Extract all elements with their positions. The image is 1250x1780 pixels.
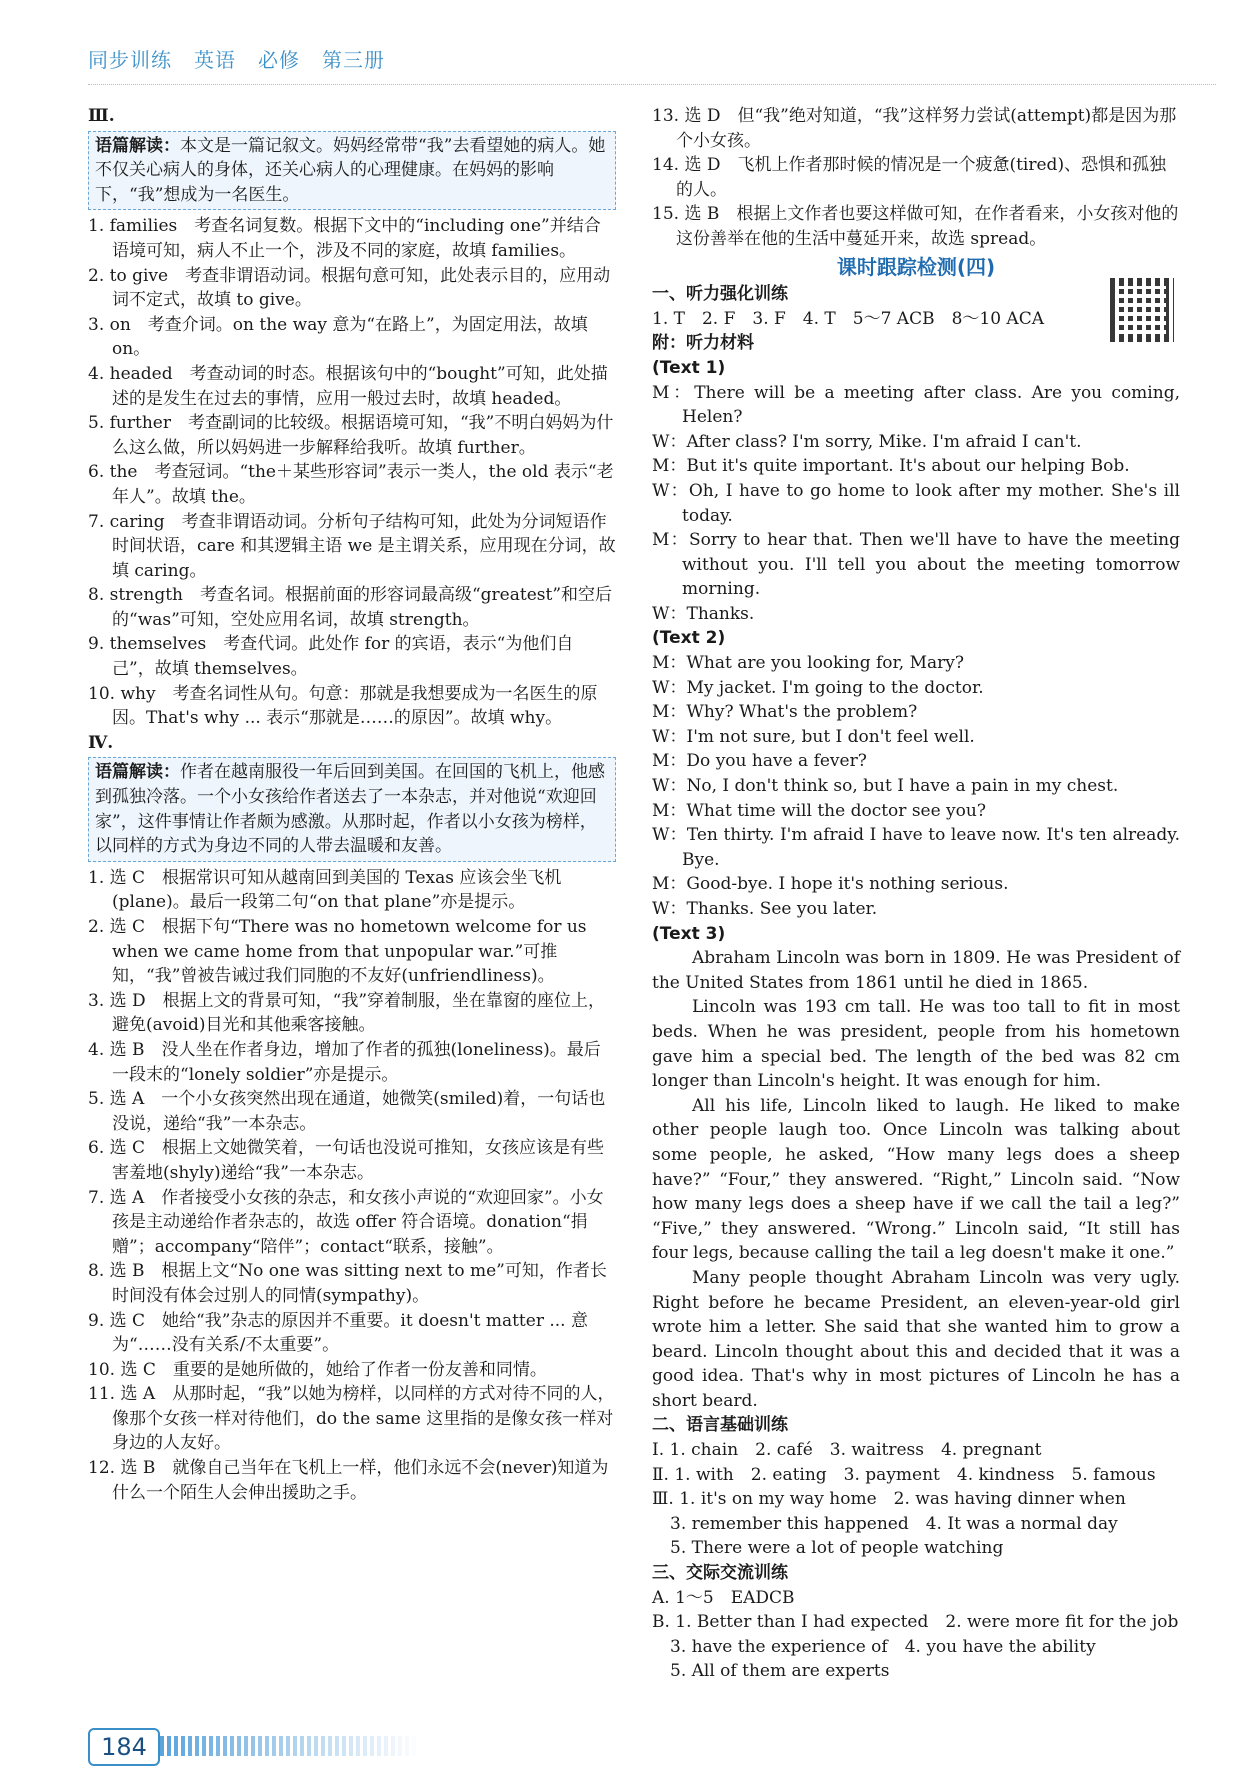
utterance: After class? I'm sorry, Mike. I'm afraid I can't.: [686, 431, 1082, 452]
answer-item: 3. 选 D 根据上文的背景可知，“我”穿着制服，坐在靠窗的座位上，避免(avoid)目光和其他乘客接触。: [88, 990, 606, 1036]
right-column: [652, 104, 1180, 1684]
book-header: [88, 44, 407, 73]
section-4-answers-continued: [652, 104, 1180, 252]
utterance: Sorry to hear that. Then we'll have to have the meeting without you. I'll tell you about the meeting tomorrow morning.: [682, 530, 1180, 600]
answer-line: 5. There were a lot of people watching: [670, 1538, 1004, 1559]
dialog-2: [652, 651, 1180, 922]
answer-item: 8. strength 考查名词。根据前面的形容词最高级“greatest”和空后的“was”可知，空处应用名词，故填 strength。: [88, 585, 613, 630]
answer-item: 3. on 考查介词。on the way 意为“在路上”，为固定用法，故填 on。: [88, 314, 588, 360]
answer-item: 1. families 考查名词复数。根据下文中的“including one”并结合语境可知，病人不止一个，涉及不同的家庭，故填 families。: [88, 216, 601, 261]
speaker: W：: [652, 726, 687, 747]
dialog-line: [652, 725, 1180, 750]
dialog-line: [652, 749, 1180, 774]
speaker: W：: [652, 480, 689, 501]
answer-line: Ⅲ. 1. it's on my way home 2. was having dinner when: [652, 1489, 1126, 1510]
answer-line: Ⅰ. 1. chain 2. café 3. waitress 4. pregnant: [652, 1440, 1042, 1461]
dialog-line: [652, 430, 1180, 455]
utterance: Thanks. See you later.: [686, 899, 878, 919]
answer-item: 2. to give 考查非谓语动词。根据句意可知，此处表示目的，应用动词不定式，故填 to give。: [88, 265, 611, 311]
text-3-label: (Text 3): [652, 923, 726, 944]
left-column: [88, 104, 616, 1505]
answer-item: 10. 选 C 重要的是她所做的，她给了作者一份友善和同情。: [88, 1359, 547, 1380]
speaker: W：: [652, 899, 687, 919]
utterance: Ten thirty. I'm afraid I have to leave now. It's ten already. Bye.: [682, 825, 1180, 870]
utterance: What are you looking for, Mary?: [686, 653, 964, 674]
speaker: W：: [652, 603, 687, 624]
speaker: M：: [652, 382, 695, 403]
communication-heading: 三、交际交流训练: [652, 1563, 788, 1584]
dialog-line: [652, 651, 1180, 676]
dialog-line: [652, 479, 1180, 528]
dialog-line: [652, 774, 1180, 799]
dialog-1: [652, 381, 1180, 627]
utterance: But it's quite important. It's about our helping Bob.: [686, 456, 1130, 477]
speaker: M：: [652, 751, 687, 772]
utterance: Thanks.: [686, 603, 755, 624]
utterance: Why? What's the problem?: [686, 702, 918, 723]
answer-line: Ⅱ. 1. with 2. eating 3. payment 4. kindness 5. famous: [652, 1464, 1156, 1485]
answer-item: 2. 选 C 根据下句“There was no hometown welcome for us when we came home from that unpopular war.”可推知，“我”曾被告诫过我们同胞的不友好(unfriendliness)。: [88, 917, 587, 987]
section-3-answers: [88, 214, 616, 730]
answer-item: 8. 选 B 根据上文“No one was sitting next to me”可知，作者长时间没有体会过别人的同情(sympathy)。: [88, 1261, 607, 1306]
header-volume: 第三册: [322, 48, 385, 72]
listening-heading: 一、听力强化训练: [652, 284, 788, 305]
dialog-line: [652, 823, 1180, 872]
answer-item: 15. 选 B 根据上文作者也要这样做可知，在作者看来，小女孩对他的这份善举在他的生活中蔓延开来，故选 spread。: [652, 204, 1179, 249]
speaker: M：: [652, 702, 687, 723]
answer-item: 12. 选 B 就像自己当年在飞机上一样，他们永远不会(never)知道为什么一个陌生人会伸出援助之手。: [88, 1458, 609, 1503]
answer-item: 7. 选 A 作者接受小女孩的杂志，和女孩小声说的“欢迎回家”。小女孩是主动递给作者杂志的，故选 offer 符合语境。donation“捐赠”；accompany“陪伴”；contact“联系，接触”。: [88, 1187, 604, 1257]
passage-paragraph: Lincoln was 193 cm tall. He was too tall to fit in most beds. When he was president, people from his hometown gave him a special bed. The length of the bed was 82 cm longer than Lincoln's height. It was enough for him.: [652, 997, 1180, 1092]
answer-item: 1. 选 C 根据常识可知从越南回到美国的 Texas 应该会坐飞机(plane)。最后一段第二句“on that plane”亦是提示。: [88, 867, 562, 913]
dialog-line: [652, 676, 1180, 701]
dialog-line: [652, 602, 1180, 627]
speaker: M：: [652, 800, 687, 821]
speaker: M：: [652, 874, 687, 895]
passage-paragraph: Many people thought Abraham Lincoln was very ugly. Right before he became President, an eleven-year-old girl wrote him a letter. She said that she wanted him to grow a beard. Lincoln thought about this and decided that it was a good idea. That's why in most pictures of Lincoln he has a short beard.: [652, 1267, 1180, 1411]
dialog-line: [652, 799, 1180, 824]
dialog-line: [652, 700, 1180, 725]
page-number: 184: [88, 1728, 160, 1766]
dialog-line: [652, 454, 1180, 479]
utterance: What time will the doctor see you?: [686, 800, 986, 821]
answer-item: 6. the 考查冠词。“the＋某些形容词”表示一类人，the old 表示“老年人”。故填 the。: [88, 462, 614, 507]
text-1-label: (Text 1): [652, 357, 726, 378]
listening-material-label: 附：听力材料: [652, 333, 754, 354]
speaker: M：: [652, 456, 687, 477]
dialog-line: [652, 381, 1180, 430]
header-subject: 英语: [194, 48, 236, 72]
answer-item: 4. 选 B 没人坐在作者身边，增加了作者的孤独(loneliness)。最后一段末的“lonely soldier”亦是提示。: [88, 1039, 601, 1085]
answer-item: 10. why 考查名词性从句。句意：那就是我想要成为一名医生的原因。That's why ... 表示“那就是……的原因”。故填 why。: [88, 683, 598, 729]
header-series: 同步训练: [88, 48, 172, 72]
answer-item: 6. 选 C 根据上文她微笑着，一句话也没说可推知，女孩应该是有些害羞地(shyly)递给“我”一本杂志。: [88, 1138, 605, 1183]
passage-paragraph: All his life, Lincoln liked to laugh. He liked to make other people laugh too. Once Lincoln was talking about some people, he asked, “How many legs does a sheep have?” “Four,” they answered. “Right,” Lincoln said. “Now how many legs does a sheep have if we call the tail a leg?” “Five,” they answered. “Wrong.” Lincoln said, “It still has four legs, because calling the tail a leg doesn't make it one.”: [652, 1095, 1180, 1264]
section-3-passage-analysis: 语篇解读：本文是一篇记叙文。妈妈经常带“我”去看望她的病人。她不仅关心病人的身体，还关心病人的心理健康。在妈妈的影响下，“我”想成为一名医生。: [88, 131, 616, 211]
answer-line: B. 1. Better than I had expected 2. were more fit for the job: [652, 1612, 1179, 1633]
utterance: Oh, I have to go home to look after my mother. She's ill today.: [682, 480, 1180, 526]
answer-line: 3. remember this happened 4. It was a normal day: [670, 1513, 1118, 1534]
utterance: Good-bye. I hope it's nothing serious.: [686, 874, 1009, 895]
answer-line: A. 1～5 EADCB: [652, 1587, 795, 1608]
header-divider: [88, 84, 1216, 85]
language-heading: 二、语言基础训练: [652, 1415, 788, 1436]
section-4-passage-analysis: 语篇解读：作者在越南服役一年后回到美国。在回国的飞机上，他感到孤独冷落。一个小女孩给作者送去了一本杂志，并对他说“欢迎回家”，这件事情让作者颇为感激。从那时起，作者以小女孩为榜样，以同样的方式为身边不同的人带去温暖和友善。: [88, 757, 616, 861]
answer-item: 13. 选 D 但“我”绝对知道，“我”这样努力尝试(attempt)都是因为那个小女孩。: [652, 106, 1177, 151]
dialog-line: [652, 528, 1180, 602]
utterance: My jacket. I'm going to the doctor.: [686, 677, 984, 698]
speaker: W：: [652, 431, 687, 452]
speaker: M：: [652, 653, 687, 674]
section-4-label: Ⅳ.: [88, 732, 114, 753]
utterance: No, I don't think so, but I have a pain in my chest.: [686, 776, 1119, 797]
answer-item: 11. 选 A 从那时起，“我”以她为榜样，以同样的方式对待不同的人，像那个女孩一样对待他们，do the same 这里指的是像女孩一样对身边的人友好。: [88, 1384, 615, 1454]
page-decoration-bar: [160, 1736, 420, 1756]
section-3-label: Ⅲ.: [88, 106, 115, 126]
dialog-line: [652, 872, 1180, 897]
passage-paragraph: Abraham Lincoln was born in 1809. He was President of the United States from 1861 until he died in 1865.: [652, 948, 1180, 993]
text-3-passage: [652, 946, 1180, 1413]
answer-item: 4. headed 考查动词的时态。根据该句中的“bought”可知，此处描述的是发生在过去的事情，应用一般过去时，故填 headed。: [88, 363, 608, 409]
utterance: There will be a meeting after class. Are you coming, Helen?: [682, 382, 1180, 428]
utterance: I'm not sure, but I don't feel well.: [686, 726, 975, 747]
speaker: M：: [652, 530, 689, 551]
answer-item: 9. themselves 考查代词。此处作 for 的宾语，表示“为他们自己”，故填 themselves。: [88, 634, 574, 680]
section-4-answers: [88, 866, 616, 1505]
speaker: W：: [652, 825, 687, 846]
section-title: 课时跟踪检测(四): [836, 254, 996, 279]
answer-item: 7. caring 考查非谓语动词。分析句子结构可知，此处为分词短语作时间状语，care 和其逻辑主语 we 是主谓关系，应用现在分词，故填 caring。: [88, 511, 616, 581]
answer-item: 5. 选 A 一个小女孩突然出现在通道，她微笑(smiled)着，一句话也没说，递给“我”一本杂志。: [88, 1089, 606, 1134]
answer-item: 14. 选 D 飞机上作者那时候的情况是一个疲惫(tired)、恐惧和孤独的人。: [652, 155, 1167, 200]
speaker: W：: [652, 677, 687, 698]
header-level: 必修: [258, 48, 300, 72]
speaker: W：: [652, 776, 687, 797]
answer-line: 5. All of them are experts: [670, 1661, 890, 1682]
qr-code-icon[interactable]: [1110, 278, 1174, 342]
text-2-label: (Text 2): [652, 628, 726, 649]
answer-item: 9. 选 C 她给“我”杂志的原因并不重要。it doesn't matter ... 意为“……没有关系/不太重要”。: [88, 1310, 588, 1356]
answer-line: 3. have the experience of 4. you have the ability: [670, 1636, 1096, 1657]
utterance: Do you have a fever?: [686, 751, 867, 772]
communication-answers: [652, 1586, 1180, 1684]
listening-answers: 1. T 2. F 3. F 4. T 5～7 ACB 8～10 ACA: [652, 308, 1044, 329]
answer-item: 5. further 考查副词的比较级。根据语境可知，“我”不明白妈妈为什么这么做，所以妈妈进一步解释给我听。故填 further。: [88, 413, 614, 458]
language-answers: [652, 1438, 1180, 1561]
dialog-line: [652, 897, 1180, 922]
